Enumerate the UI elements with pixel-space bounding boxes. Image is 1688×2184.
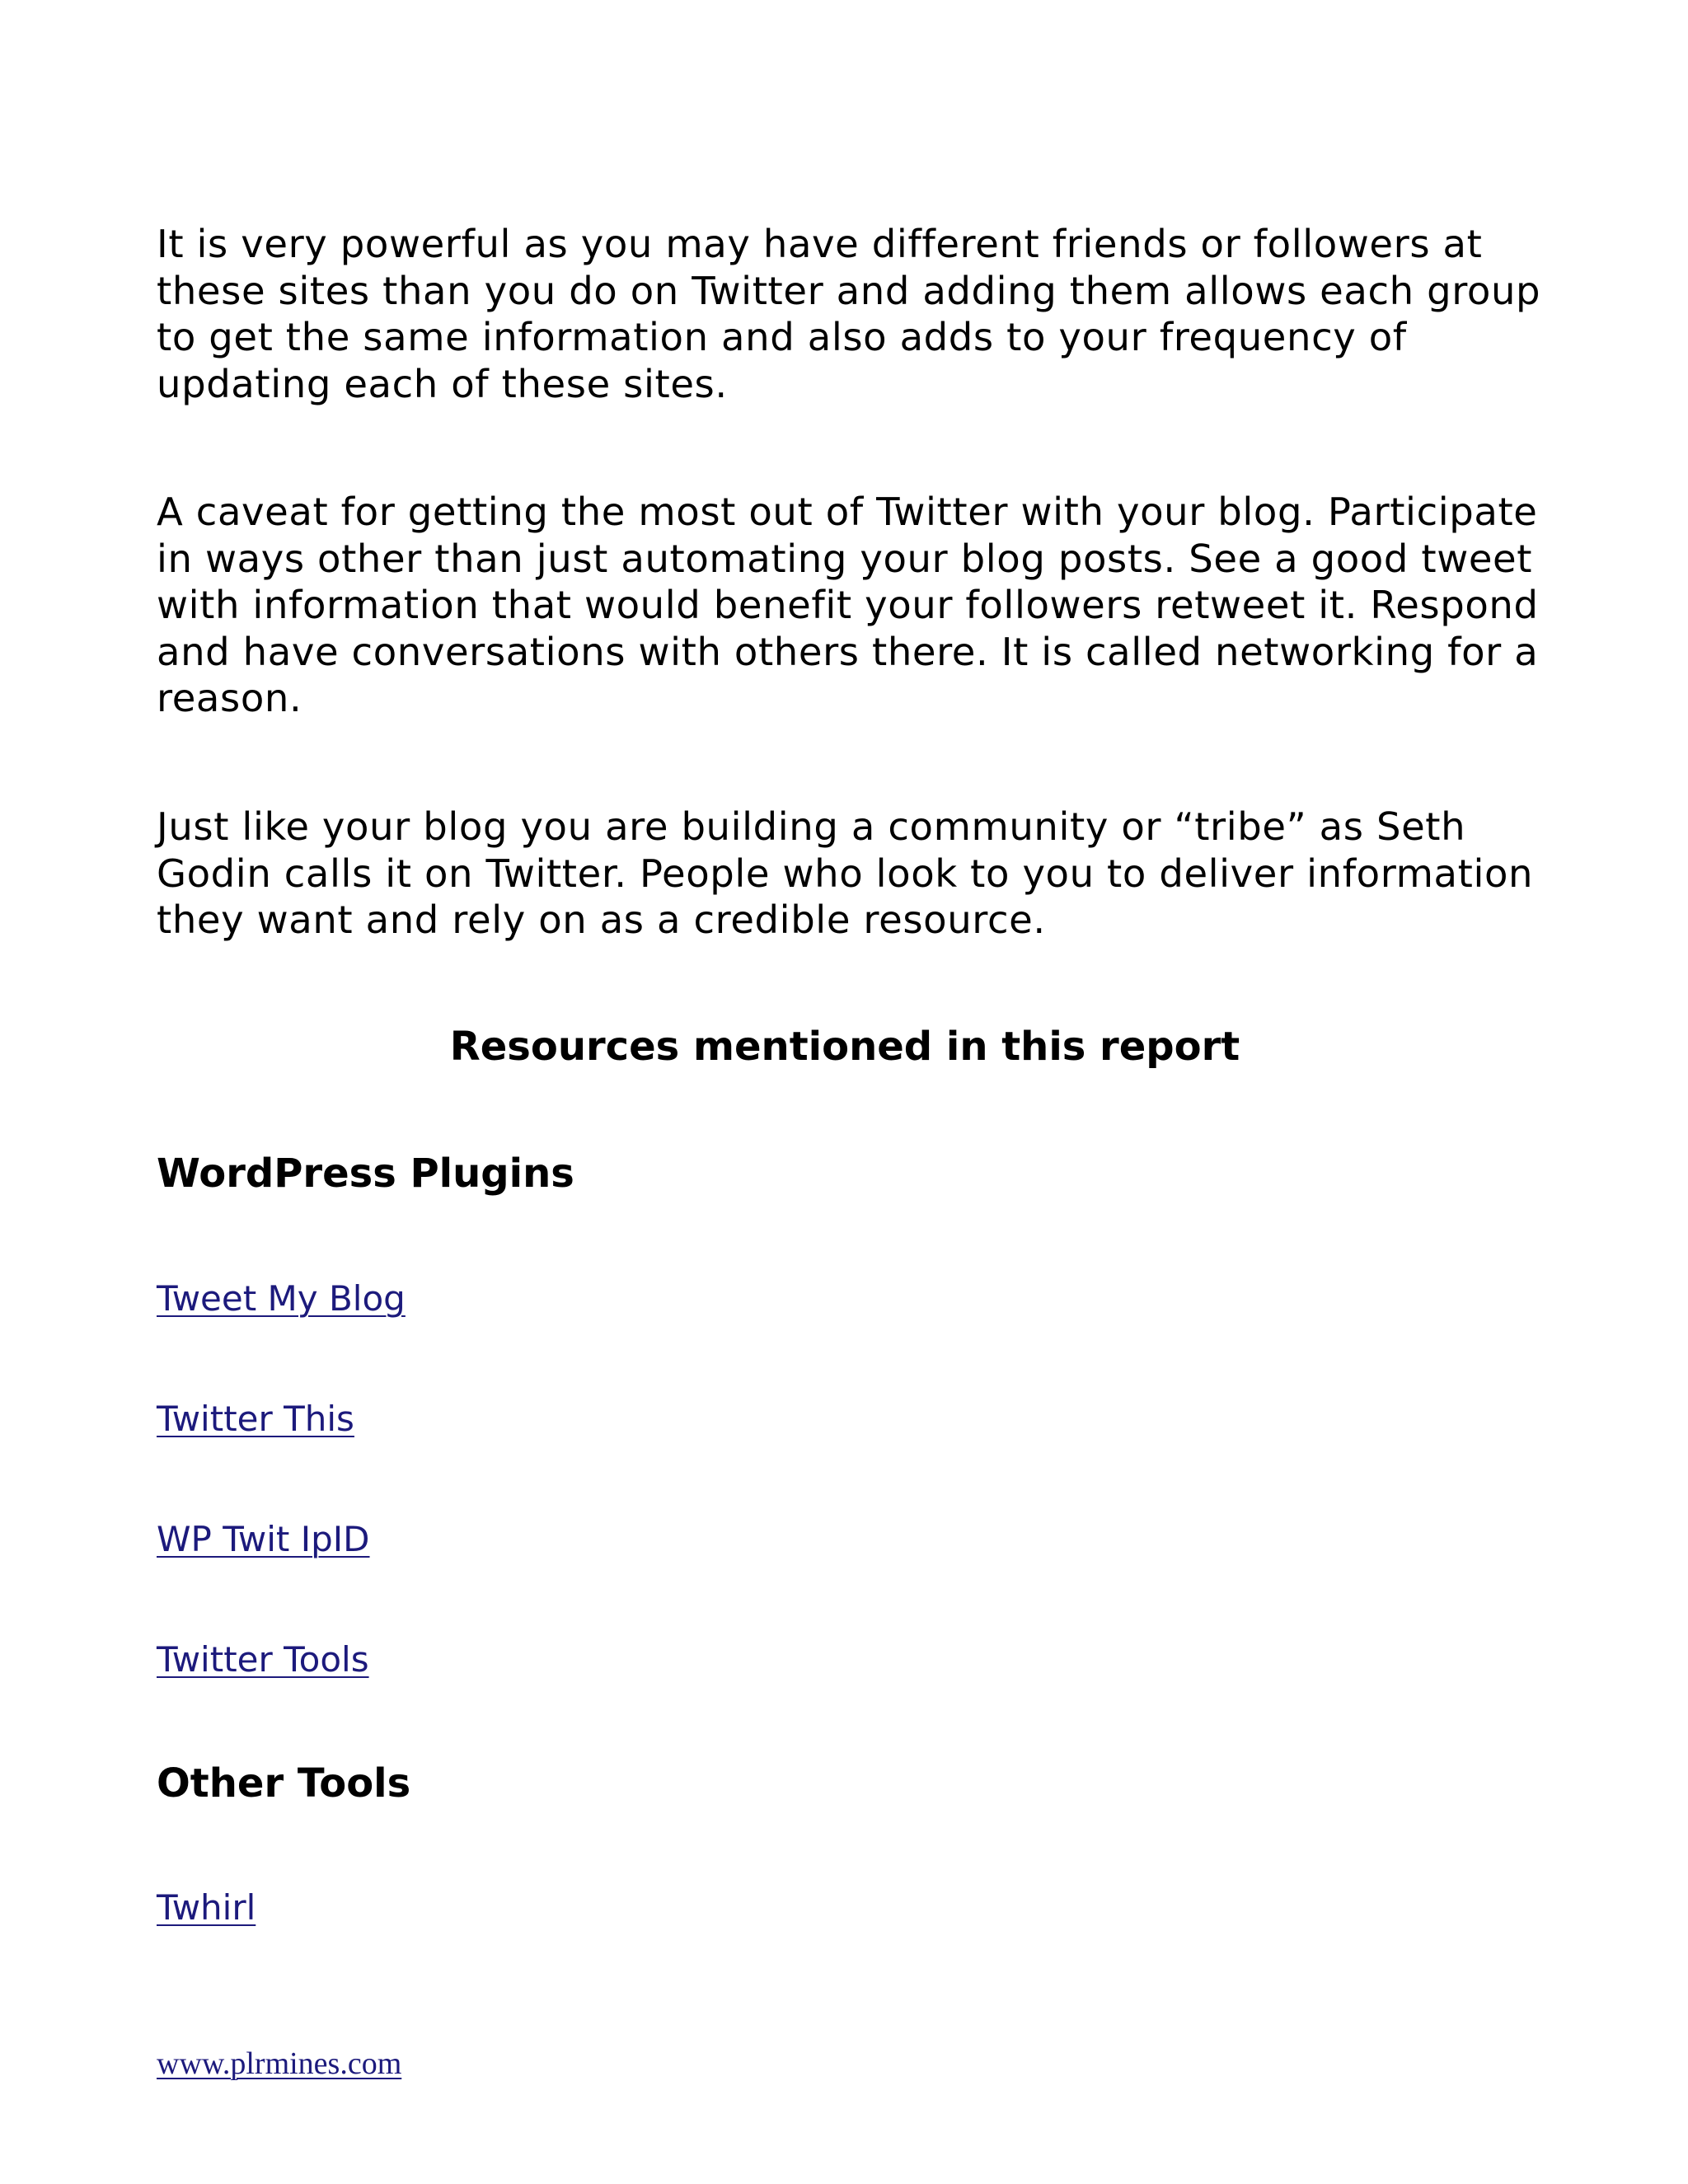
paragraph-line: to get the same information and also adds to your frequency of <box>157 315 1407 359</box>
paragraph-line: A caveat for getting the most out of Twitter with your blog. Participate <box>157 490 1538 534</box>
wordpress-plugins-heading: WordPress Plugins <box>157 1151 574 1197</box>
paragraph-line: reason. <box>157 676 302 720</box>
paragraph-line: Just like your blog you are building a community or “tribe” as Seth <box>157 804 1466 849</box>
paragraph-line: they want and rely on as a credible resource. <box>157 898 1046 942</box>
link-tweet-my-blog[interactable]: Tweet My Blog <box>157 1278 406 1319</box>
link-twitter-this[interactable]: Twitter This <box>157 1399 354 1439</box>
other-tools-heading: Other Tools <box>157 1760 411 1807</box>
resources-heading: Resources mentioned in this report <box>449 1024 1240 1070</box>
paragraph-3 <box>157 804 1558 944</box>
footer-website-link[interactable]: www.plrmines.com <box>157 2046 402 2081</box>
paragraph-2 <box>157 489 1558 722</box>
paragraph-line: Godin calls it on Twitter. People who look to you to deliver information <box>157 851 1534 896</box>
paragraph-1 <box>157 221 1558 407</box>
link-wp-twit-ipid[interactable]: WP Twit IpID <box>157 1519 370 1559</box>
paragraph-line: these sites than you do on Twitter and adding them allows each group <box>157 268 1541 313</box>
link-twhirl[interactable]: Twhirl <box>157 1887 256 1928</box>
paragraph-line: in ways other than just automating your blog posts. See a good tweet <box>157 536 1533 581</box>
paragraph-line: and have conversations with others there. It is called networking for a <box>157 629 1539 674</box>
link-twitter-tools[interactable]: Twitter Tools <box>157 1639 369 1680</box>
paragraph-line: It is very powerful as you may have different friends or followers at <box>157 222 1483 266</box>
paragraph-line: with information that would benefit your followers retweet it. Respond <box>157 583 1539 627</box>
paragraph-line: updating each of these sites. <box>157 361 728 406</box>
